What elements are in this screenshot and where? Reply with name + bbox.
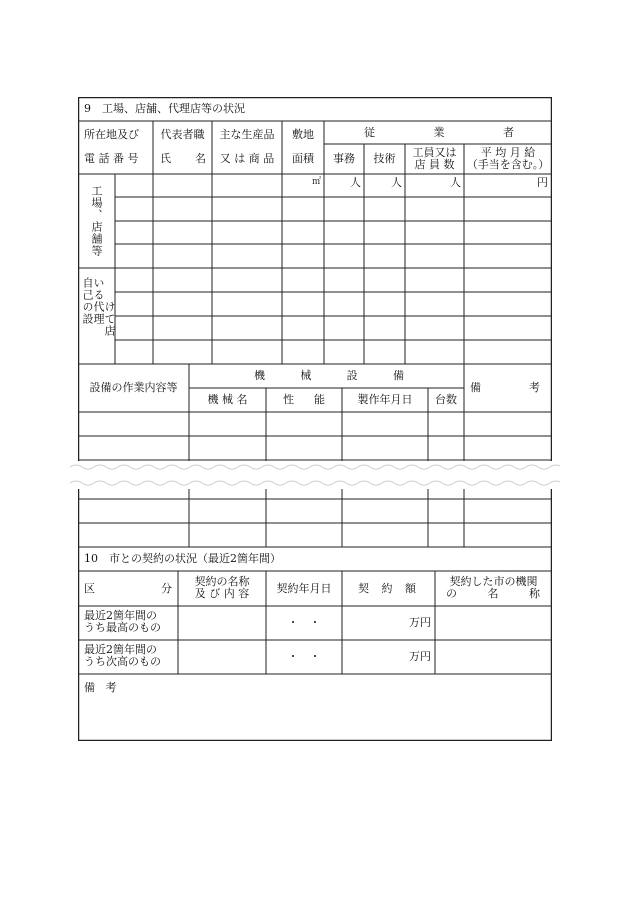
col-equipment-remarks-b: 考 [529, 381, 540, 394]
col-rep-line2-a: 氏 [160, 152, 171, 165]
unit-area: ㎡ [311, 177, 321, 187]
section10-title: 10 市との契約の状況（最近2箇年間） [84, 552, 281, 565]
col-area-line1: 敷地 [292, 128, 314, 141]
col-category-a: 区 [84, 582, 95, 595]
row-label-agency-col2: いる代理 [92, 277, 105, 325]
page-tear-edge [70, 461, 560, 489]
col-location-line1: 所在地及び [84, 128, 139, 141]
col-machinery-4: 備 [392, 369, 404, 382]
section9-title: 9 工場、店舗、代理店等の状況 [84, 102, 245, 115]
col-performance [283, 394, 325, 406]
col-workers-line1: 工員又は [412, 146, 457, 159]
col-count: 台数 [435, 393, 457, 406]
page-tear [70, 461, 560, 489]
col-city-agency-2-2: 名 [487, 587, 499, 600]
application-form [78, 97, 552, 741]
col-employees-2: 業 [433, 126, 445, 139]
row-label-factory: 工場、店舗等 [90, 185, 103, 257]
col-equipment-remarks [470, 382, 540, 394]
col-contract-amount [358, 583, 416, 595]
col-performance-a: 性 [283, 393, 294, 406]
col-product-line2: 又 は 商 品 [219, 152, 275, 165]
col-salary-line2: （手当を含む。） [466, 158, 550, 171]
col-contract-amount-2: 約 [381, 582, 393, 595]
col-contract-line1: 契約の名称 [194, 575, 250, 588]
remarks-label-a: 備 [84, 681, 95, 694]
col-city-agency-2-1: の [446, 587, 457, 600]
col-performance-b: 能 [314, 393, 325, 406]
unit-yen: 円 [537, 176, 548, 189]
col-work-content: 設備の作業内容等 [89, 381, 178, 394]
col-machinery-2: 械 [300, 369, 312, 382]
col-machinery-1: 機 [254, 369, 265, 382]
row-label-agency-col1: 自己の設 [81, 277, 94, 325]
col-rep-line2-b: 名 [195, 152, 206, 165]
col-city-agency-line2 [446, 588, 540, 600]
col-city-agency-2-3: 称 [529, 587, 540, 600]
col-contract-date: 契約年月日 [276, 582, 332, 595]
row1-label-line1: 最近2箇年間の [84, 609, 157, 622]
unit-person-tech: 人 [391, 176, 402, 189]
unit-person-workers: 人 [450, 176, 461, 189]
row2-date-dots: ・ ・ [287, 650, 321, 663]
col-tech: 技術 [373, 152, 396, 165]
col-area-line2: 面積 [292, 152, 314, 165]
row1-amount-unit: 万円 [409, 616, 431, 629]
col-employees-3: 者 [503, 126, 514, 139]
col-machinery-3: 設 [346, 369, 358, 382]
row2-label-line1: 最近2箇年間の [84, 643, 157, 656]
row2-label-line2: うち次高のもの [84, 655, 161, 668]
row-label-agency-col3: けて店 [103, 301, 116, 337]
col-rep-line2 [160, 153, 206, 165]
remarks-label [84, 682, 117, 694]
col-category [84, 583, 172, 595]
col-contract-line2: 及 び 内 容 [194, 587, 250, 600]
col-workers-line2: 店 員 数 [414, 158, 455, 171]
col-employees-1: 従 [364, 126, 375, 139]
col-equipment-remarks-a: 備 [470, 381, 481, 394]
row1-date-dots: ・ ・ [287, 616, 321, 629]
col-location-line2: 電 話 番 号 [84, 152, 139, 165]
unit-person-office: 人 [350, 176, 361, 189]
col-category-b: 分 [161, 582, 172, 595]
col-contract-amount-3: 額 [405, 582, 416, 595]
col-city-agency-line1: 契約した市の機関 [449, 575, 538, 588]
remarks-label-b: 考 [105, 681, 117, 694]
col-contract-amount-1: 契 [358, 582, 369, 595]
col-machinery [254, 370, 404, 382]
col-office: 事務 [333, 152, 355, 165]
col-rep-line1: 代表者職 [160, 128, 205, 141]
col-salary-line1: 平 均 月 給 [480, 146, 536, 159]
row1-label-line2: うち最高のもの [84, 621, 161, 634]
col-employees [364, 127, 514, 139]
col-product-line1: 主な生産品 [219, 128, 275, 141]
col-manufacture-date: 製作年月日 [357, 393, 413, 406]
col-machine-name: 機 械 名 [207, 393, 248, 406]
row2-amount-unit: 万円 [409, 650, 431, 663]
